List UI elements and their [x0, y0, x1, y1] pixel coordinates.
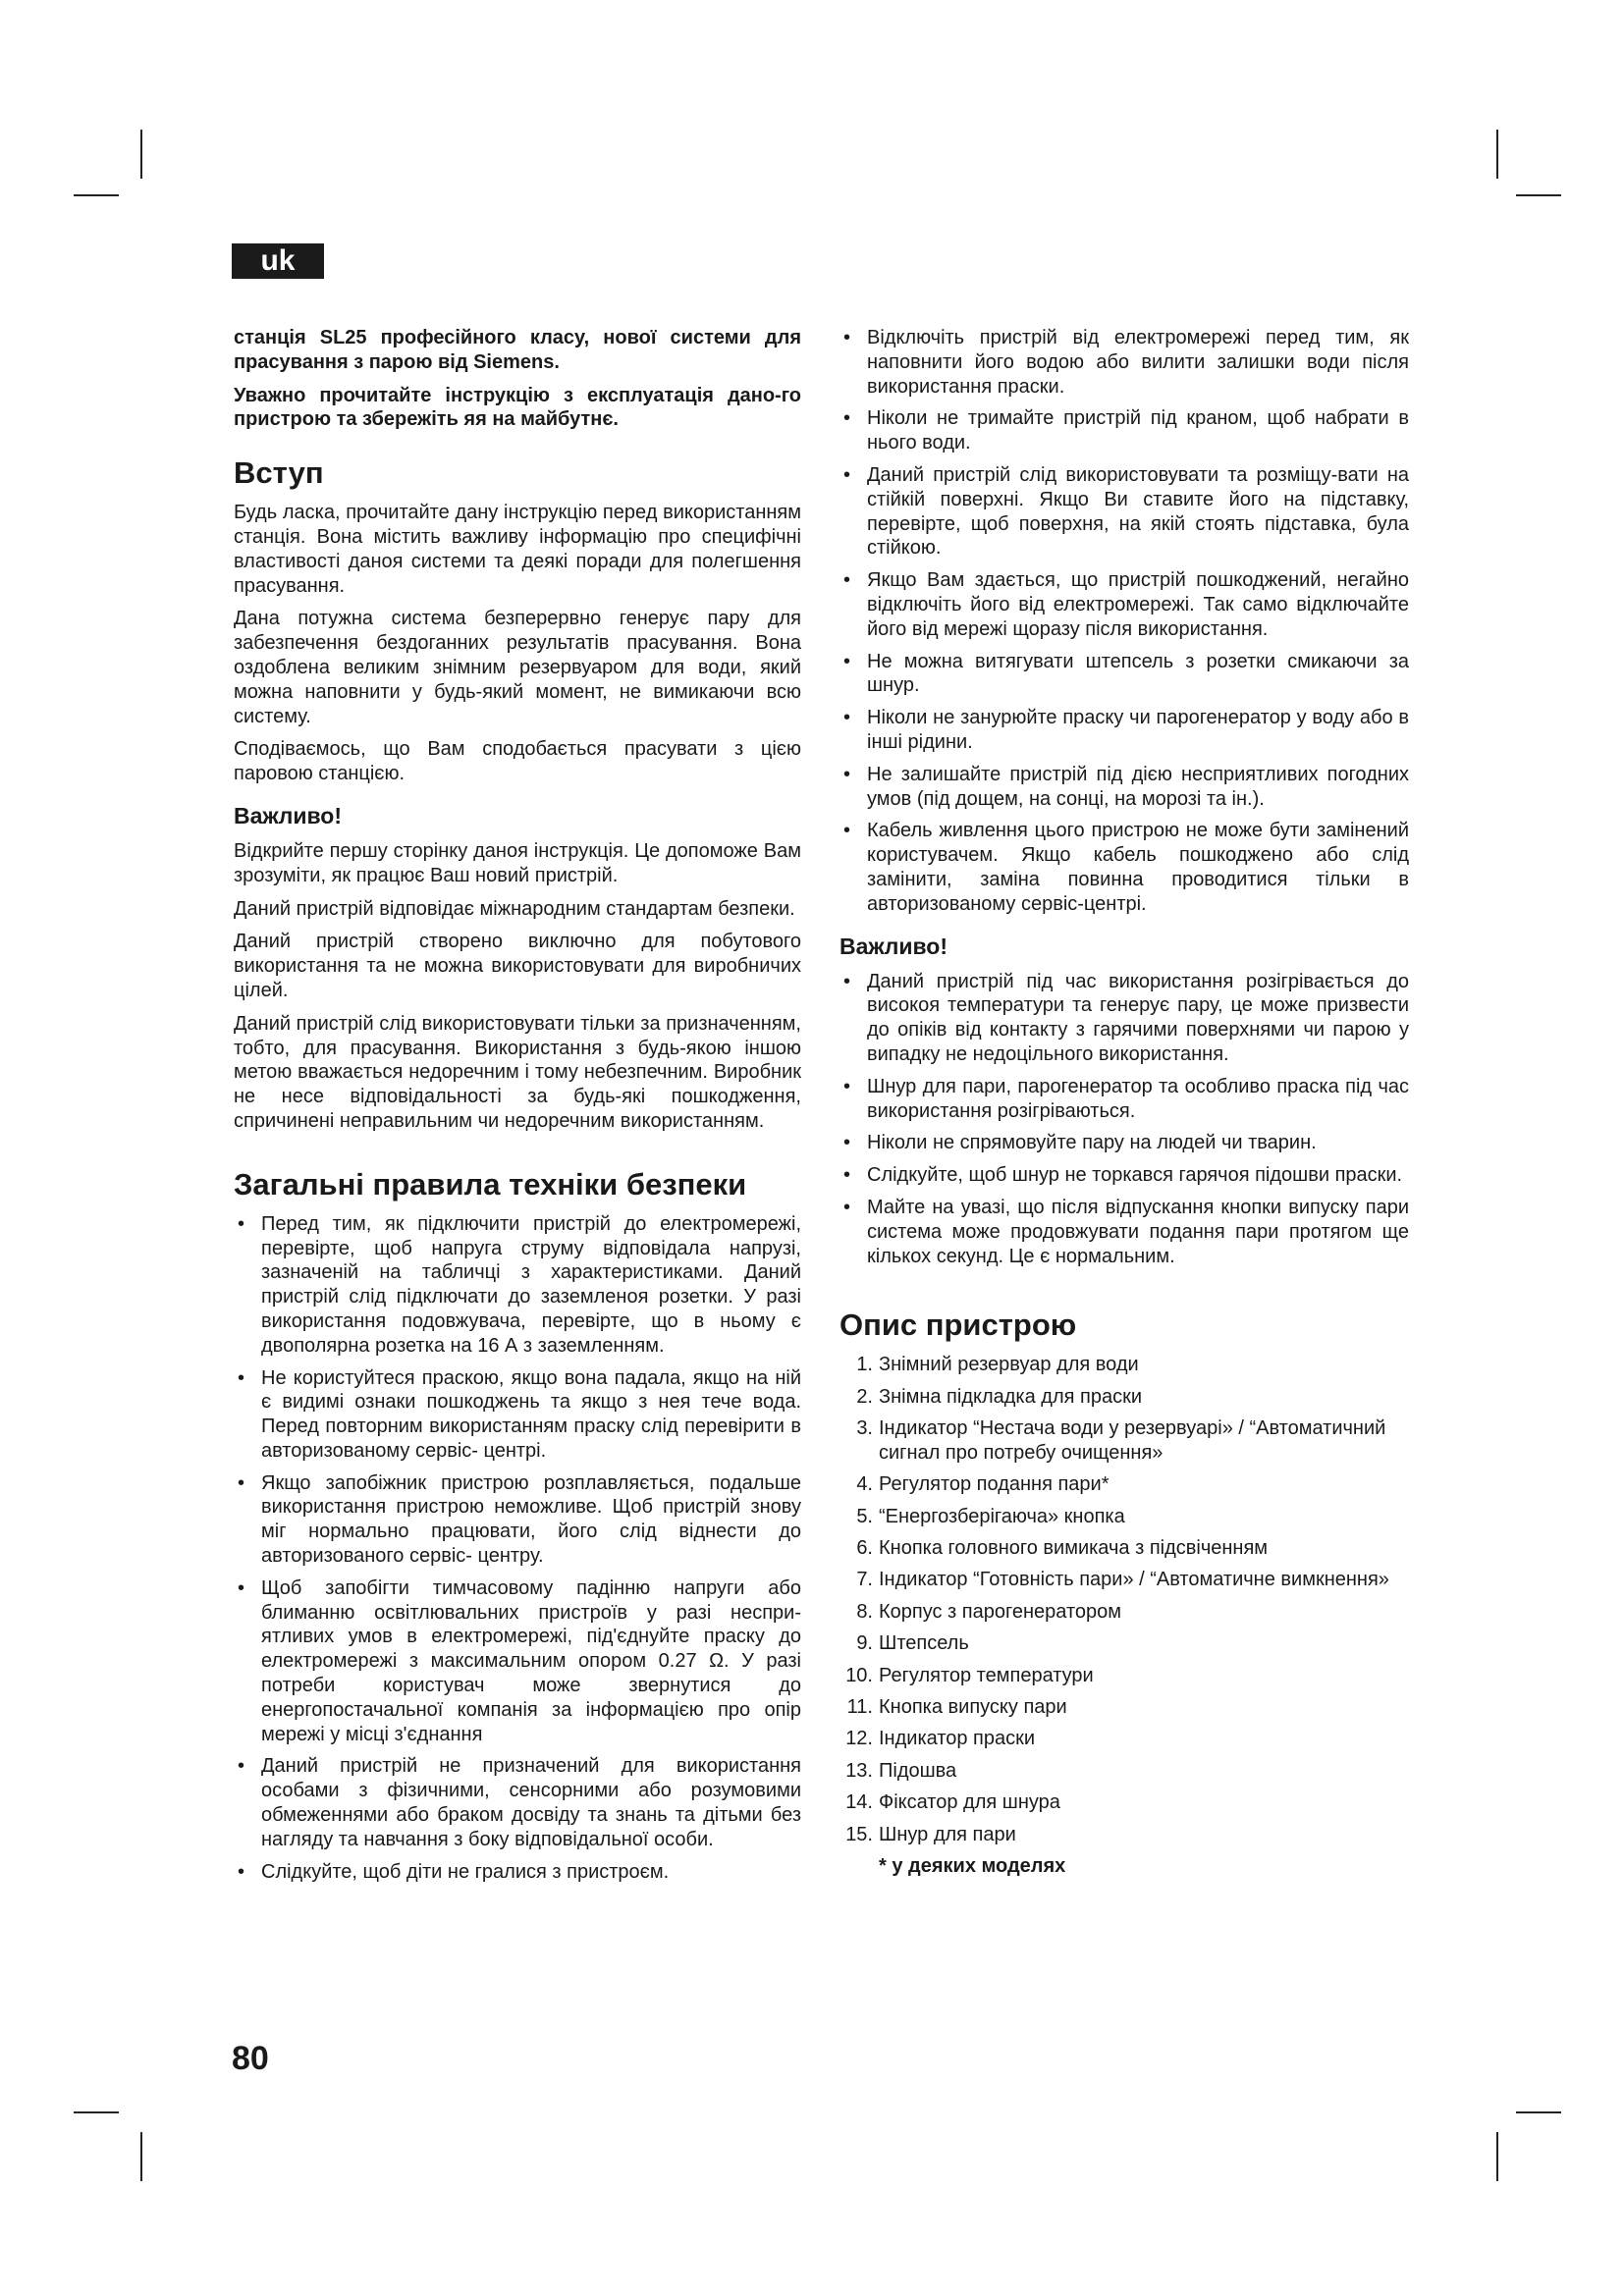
list-item: 4. Регулятор подання пари* [856, 1473, 1110, 1496]
list-item: 10. Регулятор температури [845, 1664, 1094, 1686]
section-heading-vstup: Вступ [234, 455, 324, 491]
list-item: • Ніколи не тримайте пристрій під краном, щоб набрати в нього води. [843, 407, 1409, 454]
list-item: • Даний пристрій слід використовувати та розміщу-вати на стійкій поверхні. Якщо Ви ставите його на підставку, перевірте, щоб поверхня, на якій стоять підставка, була стійкою. [843, 463, 1409, 560]
bullet-icon: • [238, 1860, 245, 1883]
crop-mark [1516, 2111, 1561, 2113]
bullet-icon: • [238, 1755, 245, 1778]
list-item: • Не залишайте пристрій під дією несприятливих погодних умов (під дощем, на сонці, на морозі та ін.). [843, 763, 1409, 810]
footnote: * у деяких моделях [879, 1854, 1066, 1877]
bullet-icon: • [843, 463, 851, 486]
page-number: 80 [232, 2040, 269, 2077]
list-item: • Шнур для пари, парогенератор та особливо праска під час використання розігріваються. [843, 1075, 1409, 1122]
list-item: • Ніколи не спрямовуйте пару на людей чи тварин. [843, 1132, 1317, 1154]
bullet-icon: • [843, 1132, 851, 1154]
list-item: 6. Кнопка головного вимикача з підсвіченням [856, 1537, 1269, 1560]
bullet-icon: • [238, 1471, 245, 1494]
list-item: 7. Індикатор “Готовність пари» / “Автоматичне вимкнення» [856, 1569, 1389, 1591]
subheading-important: Важливо! [234, 802, 343, 828]
crop-mark [140, 2132, 142, 2181]
crop-mark [1496, 130, 1498, 179]
section-heading-description: Опис пристрою [839, 1308, 1077, 1343]
list-item: • Даний пристрій не призначений для використання особами з фізичними, сенсорними або розумовими обмеженнями або браком досвіду та знань та дітьми без нагляду та навчання з боку відповідальної особи. [238, 1755, 801, 1850]
crop-mark [1496, 2132, 1498, 2181]
list-item: • Якщо Вам здається, що пристрій пошкоджений, негайно відключіть його від електромережі. Так само відключайте його від мережі щоразу після використання. [843, 569, 1409, 640]
section-heading-safety: Загальні правила техніки безпеки [234, 1166, 747, 1201]
list-item: • Не можна витягувати штепсель з розетки смикаючи за шнур. [843, 650, 1409, 697]
list-item: • Щоб запобігти тимчасовому падінню напруги або блиманню освітлювальних пристроїв у разі неспри-ятливих умов в електромережі, під'єднуйте праску до електромережі з максимальним опором 0.27 Ω. У разі потреби користувач може звернутися до енергопостачальної компанія за інформацією про опір мережі у місці з'єднання [238, 1576, 801, 1745]
list-item: 8. Корпус з парогенератором [856, 1600, 1121, 1623]
bullet-icon: • [843, 1164, 851, 1187]
list-item: 11. Кнопка випуску пари [846, 1696, 1067, 1718]
paragraph: Дана потужна система безперервно генерує пару для забезпечення бездоганних результатів прасування. Вона оздоблена великим знімним резервуаром для води, який можна наповнити у будь-який момент, не вимикаючи всю систему. [234, 608, 801, 727]
list-item: • Перед тим, як підключити пристрій до електромережі, перевірте, щоб напруга струму відповідала напрузі, зазначеній на табличці з характеристиками. Даний пристрій слід підключати до заземленоя розетки. У разі використання подовжувача, перевірте, що в ньому є двополярна розетка на 16 А з заземленням. [238, 1212, 801, 1357]
bullet-icon: • [843, 820, 851, 842]
left-column [234, 326, 801, 1892]
list-item: • Ніколи не занурюйте праску чи парогенератор у воду або в інші рідини. [843, 707, 1409, 753]
intro-bold-paragraph: Уважно прочитайте інструкцію з експлуатація дано-го пристрою та збережіть яя на майбутнє. [234, 384, 801, 431]
bullet-icon: • [843, 407, 851, 430]
crop-mark [1516, 194, 1561, 196]
safety-list-continued [839, 326, 1409, 917]
bullet-icon: • [843, 707, 851, 729]
paragraph: Даний пристрій відповідає міжнародним стандартам безпеки. [234, 897, 795, 920]
important-list [839, 970, 1409, 1269]
list-item: 3. Індикатор “Нестача води у резервуарі» / “Автоматичний сигнал про потребу очищення» [856, 1417, 1386, 1464]
paragraph: Сподіваємось, що Вам сподобається прасувати з цією паровою станцією. [234, 738, 801, 785]
list-item: • Відключіть пристрій від електромережі перед тим, як наповнити його водою або вилити залишки води після використання праски. [843, 327, 1409, 398]
language-tab: uk [232, 243, 324, 279]
list-item: 12. Індикатор праски [845, 1728, 1036, 1750]
crop-mark [74, 194, 119, 196]
list-item: • Якщо запобіжник пристрою розплавляється, подальше використання пристрою неможливе. Щоб пристрій знову міг нормально працювати, його слід віднести до авторизованого сервіс- центру. [238, 1471, 801, 1568]
safety-list [234, 1212, 801, 1885]
paragraph: Відкрийте першу сторінку даноя інструкція. Це допоможе Вам зрозуміти, як працює Ваш новий пристрій. [234, 839, 801, 886]
bullet-icon: • [843, 1196, 851, 1218]
bullet-icon: • [238, 1366, 245, 1389]
list-item: • Не користуйтеся праскою, якщо вона падала, якщо на ній є видимі ознаки пошкоджень та якщо з нея тече вода. Перед повторним використанням праску слід перевірити в авторизованому сервіс- центрі. [238, 1366, 801, 1462]
subheading-important: Важливо! [839, 933, 948, 959]
bullet-icon: • [843, 569, 851, 592]
crop-mark [74, 2111, 119, 2113]
bullet-icon: • [843, 763, 851, 785]
paragraph: Даний пристрій слід використовувати тільки за призначенням, тобто, для прасування. Використання з будь-якою іншою метою вважається недоречним і тому небезпечним. Виробник не несе відповідальності за будь-які пошкодження, спричинені неправильним чи недоречним використанням. [234, 1012, 801, 1132]
list-item: 9. Штепсель [856, 1632, 969, 1655]
list-item: 5. “Енергозберігаюча» кнопка [856, 1505, 1125, 1527]
bullet-icon: • [843, 327, 851, 348]
bullet-icon: • [843, 1075, 851, 1097]
list-item: 1. Знімний резервуар для води [856, 1354, 1139, 1376]
intro-bold-paragraph: станція SL25 професійного класу, нової системи для прасування з парою від Siemens. [234, 327, 801, 373]
list-item: 15. Шнур для пари [845, 1823, 1016, 1845]
list-item: 14. Фіксатор для шнура [845, 1791, 1060, 1814]
list-item: 2. Знімна підкладка для праски [856, 1385, 1143, 1408]
list-item: • Кабель живлення цього пристрою не може бути замінений користувачем. Якщо кабель пошкоджено або слід замінити, заміна повинна проводитися тільки в авторизованому сервіс-центрі. [843, 820, 1409, 915]
bullet-icon: • [843, 650, 851, 672]
list-item: • Даний пристрій під час використання розігрівається до високоя температури та генерує пару, це може призвести до опіків від контакту з гарячими поверхнями чи парою у випадку не недоцільного використання. [843, 970, 1409, 1065]
parts-list [839, 1353, 1409, 1846]
bullet-icon: • [238, 1212, 245, 1235]
right-column [839, 326, 1409, 1878]
list-item: • Слідкуйте, щоб шнур не торкався гарячоя підошви праски. [843, 1164, 1403, 1187]
list-item: 13. Підошва [845, 1759, 957, 1782]
bullet-icon: • [238, 1576, 245, 1599]
paragraph: Даний пристрій створено виключно для побутового використання та не можна використовувати для виробничих цілей. [234, 931, 801, 1001]
bullet-icon: • [843, 970, 851, 992]
crop-mark [140, 130, 142, 179]
list-item: • Майте на увазі, що після відпускання кнопки випуску пари система може продовжувати подання пари протягом ще кількох секунд. Це є нормальним. [843, 1196, 1409, 1267]
paragraph: Будь ласка, прочитайте дану інструкцію перед використанням станція. Вона містить важливу інформацію про специфічні властивості даноя системи та деякі поради для полегшення прасування. [234, 502, 801, 597]
list-item: • Слідкуйте, щоб діти не гралися з пристроєм. [238, 1860, 670, 1883]
